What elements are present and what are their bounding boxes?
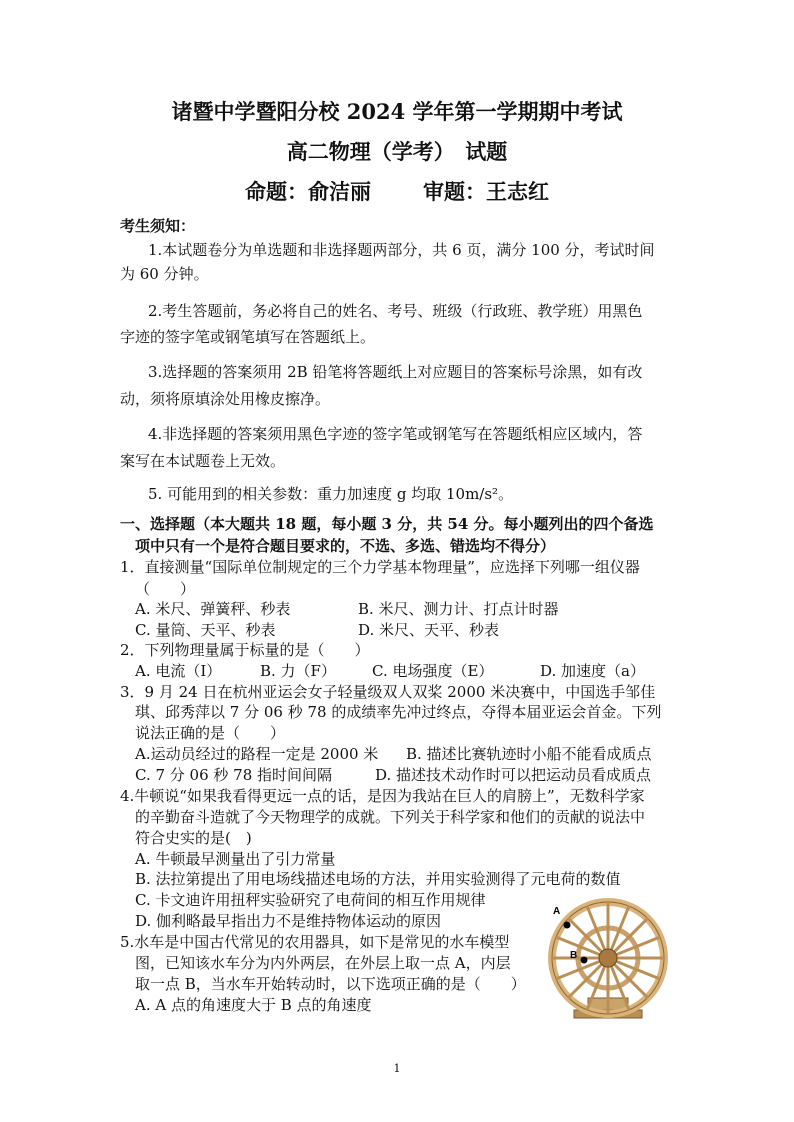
notice-line: 字迹的签字笔或钢笔填写在答题纸上。 — [120, 328, 376, 346]
exam-school-title: 诸暨中学暨阳分校 2024 学年第一学期期中考试 — [171, 99, 623, 124]
option-b: B. 力（F） — [260, 662, 336, 680]
option-a: A. 米尺、弹簧秤、秒表 — [135, 600, 291, 618]
notice-line: 动，须将原填涂处用橡皮擦净。 — [120, 390, 331, 408]
notice-line: 案写在本试题卷上无效。 — [120, 452, 286, 470]
question-stem: 2．下列物理量属于标量的是（ ） — [120, 641, 370, 659]
water-wheel-figure — [544, 898, 672, 1020]
point-b-label: B — [570, 950, 578, 961]
option-d: D. 伽利略最早指出力不是维持物体运动的原因 — [135, 912, 442, 930]
author-label: 命题：俞洁丽 — [245, 179, 371, 204]
question-stem: 符合史实的是( ) — [135, 829, 252, 847]
notice-line: 为 60 分钟。 — [120, 265, 209, 283]
section-heading: 项中只有一个是符合题目要求的，不选、多选、错选均不得分） — [135, 537, 556, 555]
question-stem: 取一点 B，当水车开始转动时，以下选项正确的是（ ） — [135, 975, 526, 993]
point-a-label: A — [553, 906, 561, 917]
notice-line: 3.选择题的答案须用 2B 铅笔将答题纸上对应题目的答案标号涂黑，如有改 — [148, 363, 643, 381]
question-stem: 3．9 月 24 日在杭州亚运会女子轻量级双人双桨 2000 米决赛中，中国选手邹佳 — [120, 683, 656, 701]
exam-subject-title: 高二物理（学考） 试题 — [286, 139, 508, 164]
option-c: C. 电场强度（E） — [372, 662, 494, 680]
notice-line: 4.非选择题的答案须用黑色字迹的签字笔或钢笔写在答题纸相应区域内，答 — [148, 425, 643, 443]
question-stem: 图，已知该水车分为内外两层，在外层上取一点 A，内层 — [135, 954, 511, 972]
option-b: B. 米尺、测力计、打点计时器 — [358, 600, 559, 618]
option-c: C. 7 分 06 秒 78 指时间间隔 — [135, 766, 333, 784]
section-heading: 一、选择题（本大题共 18 题，每小题 3 分，共 54 分。每小题列出的四个备选 — [120, 515, 654, 533]
option-d: D. 描述技术动作时可以把运动员看成质点 — [375, 766, 652, 784]
notice-line: 1.本试题卷分为单选题和非选择题两部分，共 6 页，满分 100 分，考试时间 — [148, 241, 655, 259]
exam-authors — [0, 176, 794, 206]
reviewer-label: 审题：王志红 — [423, 179, 549, 204]
option-a: A. A 点的角速度大于 B 点的角速度 — [135, 996, 372, 1014]
option-a: A. 牛顿最早测量出了引力常量 — [135, 850, 336, 868]
option-d: D. 加速度（a） — [540, 662, 645, 680]
question-stem: （ ） — [135, 580, 196, 598]
option-c: C. 卡文迪许用扭秤实验研究了电荷间的相互作用规律 — [135, 891, 486, 909]
option-a: A. 电流（I） — [135, 662, 222, 680]
question-stem: 说法正确的是（ ） — [135, 724, 286, 742]
page-number: 1 — [393, 1062, 401, 1075]
option-b: B. 描述比赛轨迹时小船不能看成质点 — [406, 745, 652, 763]
question-stem: 的辛勤奋斗造就了今天物理学的成就。下列关于科学家和他们的贡献的说法中 — [135, 808, 646, 826]
option-c: C. 量筒、天平、秒表 — [135, 621, 276, 639]
question-stem: 琪、邱秀萍以 7 分 06 秒 78 的成绩率先冲过终点，夺得本届亚运会首金。下列 — [135, 703, 662, 721]
option-a: A.运动员经过的路程一定是 2000 米 — [135, 745, 379, 763]
question-stem: 4.牛顿说“如果我看得更远一点的话，是因为我站在巨人的肩膀上”，无数科学家 — [120, 787, 645, 805]
notice-heading: 考生须知： — [120, 217, 196, 235]
option-d: D. 米尺、天平、秒表 — [358, 621, 500, 639]
notice-line: 5. 可能用到的相关参数：重力加速度 g 均取 10m/s²。 — [148, 485, 514, 503]
notice-line: 2.考生答题前，务必将自己的姓名、考号、班级（行政班、教学班）用黑色 — [148, 302, 643, 320]
option-b: B. 法拉第提出了用电场线描述电场的方法，并用实验测得了元电荷的数值 — [135, 870, 621, 888]
question-stem: 5.水车是中国古代常见的农用器具，如下是常见的水车模型 — [120, 933, 510, 951]
question-stem: 1．直接测量“国际单位制规定的三个力学基本物理量”，应选择下列哪一组仪器 — [120, 558, 640, 576]
